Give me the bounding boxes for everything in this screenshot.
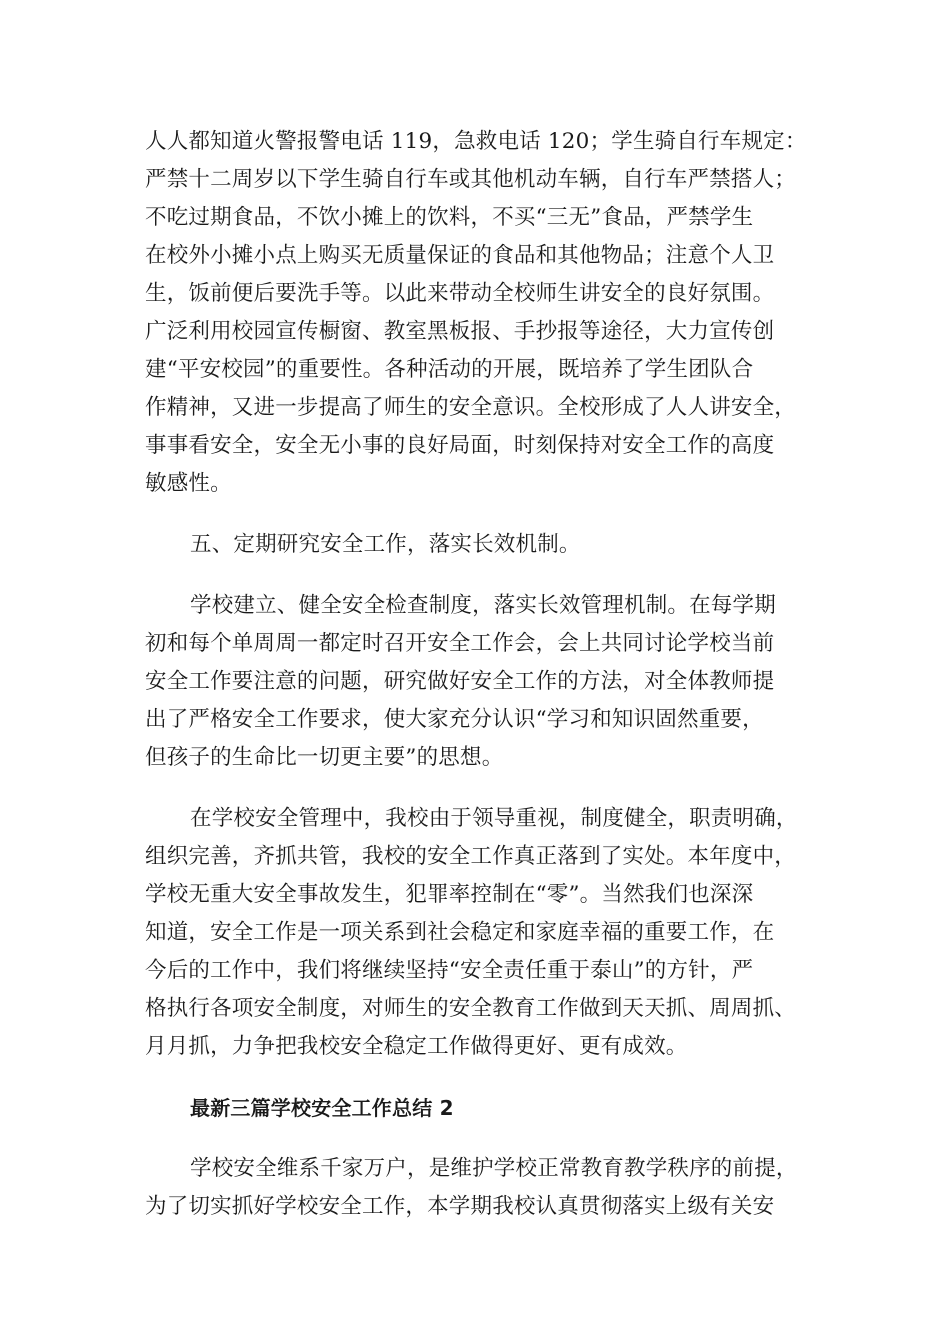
paragraph-line: 不吃过期食品，不饮小摊上的饮料，不买“三无”食品，严禁学生 [145,205,754,230]
paragraph-line: 学校建立、健全安全检查制度，落实长效管理机制。在每学期 [190,593,776,618]
paragraph-line: 敏感性。 [145,471,232,496]
paragraph-line: 组织完善，齐抓共管，我校的安全工作真正落到了实处。本年度中， [145,844,797,869]
paragraph-line: 事事看安全，安全无小事的良好局面，时刻保持对安全工作的高度 [145,433,775,458]
paragraph-line: 格执行各项安全制度，对师生的安全教育工作做到天天抓、周周抓、 [145,996,797,1021]
paragraph-line: 为了切实抓好学校安全工作，本学期我校认真贯彻落实上级有关安 [145,1194,775,1219]
paragraph-line: 作精神，又进一步提高了师生的安全意识。全校形成了人人讲安全， [145,395,797,420]
paragraph-line: 人人都知道火警报警电话 119，急救电话 120；学生骑自行车规定： [145,129,807,154]
paragraph-line: 月月抓，力争把我校安全稳定工作做得更好、更有成效。 [145,1034,688,1059]
paragraph-line: 学校无重大安全事故发生，犯罪率控制在“零”。当然我们也深深 [145,882,754,907]
paragraph-line: 严禁十二周岁以下学生骑自行车或其他机动车辆，自行车严禁搭人； [145,167,797,192]
section-heading: 五、定期研究安全工作，落实长效机制。 [190,532,581,557]
paragraph-line: 安全工作要注意的问题，研究做好安全工作的方法，对全体教师提 [145,669,775,694]
paragraph-line: 知道，安全工作是一项关系到社会稳定和家庭幸福的重要工作，在 [145,920,775,945]
paragraph-line: 广泛利用校园宣传橱窗、教室黑板报、手抄报等途径，大力宣传创 [145,319,775,344]
paragraph-line: 在学校安全管理中，我校由于领导重视，制度健全，职责明确， [190,806,798,831]
paragraph-line: 学校安全维系千家万户，是维护学校正常教育教学秩序的前提， [190,1156,798,1181]
paragraph-line: 生，饭前便后要洗手等。以此来带动全校师生讲安全的良好氛围。 [145,281,775,306]
article-title: 最新三篇学校安全工作总结 2 [190,1096,454,1120]
paragraph-line: 但孩子的生命比一切更主要”的思想。 [145,745,504,770]
paragraph-line: 建“平安校园”的重要性。各种活动的开展，既培养了学生团队合 [145,357,754,382]
paragraph-line: 在校外小摊小点上购买无质量保证的食品和其他物品；注意个人卫 [145,243,775,268]
paragraph-line: 初和每个单周周一都定时召开安全工作会，会上共同讨论学校当前 [145,631,775,656]
paragraph-line: 今后的工作中，我们将继续坚持“安全责任重于泰山”的方针，严 [145,958,754,983]
paragraph-line: 出了严格安全工作要求，使大家充分认识“学习和知识固然重要， [145,707,764,732]
